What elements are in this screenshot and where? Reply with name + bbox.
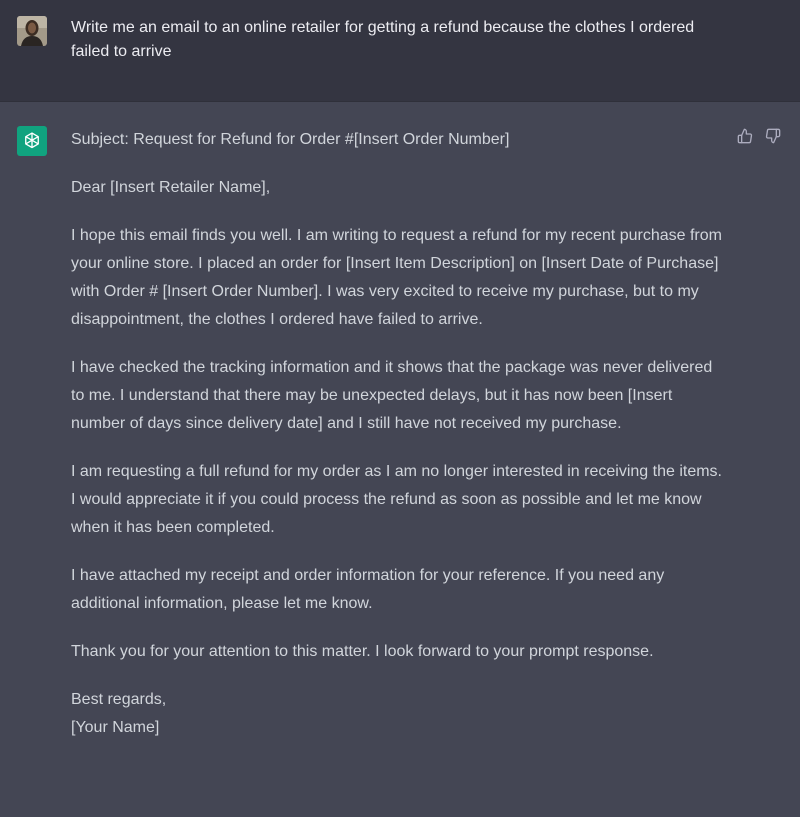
email-signoff: Best regards,	[71, 691, 167, 708]
thumbs-down-icon	[765, 128, 781, 144]
email-paragraph: I hope this email finds you well. I am writing to request a refund for my recent purchase from your online store. I placed an order for [Insert Item Description] on [Insert Date of Purchase] with Order # [Insert Order Number]. I was very excited to receive my purchase, but to my disappointment, the clothes I ordered have failed to arrive.	[71, 227, 722, 328]
email-subject: Subject: Request for Refund for Order #[Insert Order Number]	[71, 131, 510, 148]
thumbs-up-icon	[737, 128, 753, 144]
thumbs-up-button[interactable]	[736, 127, 754, 145]
email-paragraph: I have checked the tracking information and it shows that the package was never delivered to me. I understand that there may be unexpected delays, but it has now been [Insert number of days since delivery date] and I still have not received my purchase.	[71, 359, 713, 432]
assistant-response	[71, 126, 726, 742]
thumbs-down-button[interactable]	[764, 127, 782, 145]
openai-logo-icon	[17, 126, 47, 156]
email-paragraph: I have attached my receipt and order information for your reference. If you need any additional information, please let me know.	[71, 567, 665, 612]
feedback-buttons	[736, 127, 782, 145]
email-signature: [Your Name]	[71, 719, 160, 736]
user-message-row	[0, 0, 800, 102]
email-paragraph: I am requesting a full refund for my order as I am no longer interested in receiving the items. I would appreciate it if you could process the refund as soon as possible and let me know when it has been completed.	[71, 463, 722, 536]
user-message-text: Write me an email to an online retailer for getting a refund because the clothes I ordered failed to arrive	[71, 19, 695, 60]
email-paragraph: Thank you for your attention to this matter. I look forward to your prompt response.	[71, 643, 654, 660]
user-avatar	[17, 16, 47, 46]
email-greeting: Dear [Insert Retailer Name],	[71, 179, 271, 196]
